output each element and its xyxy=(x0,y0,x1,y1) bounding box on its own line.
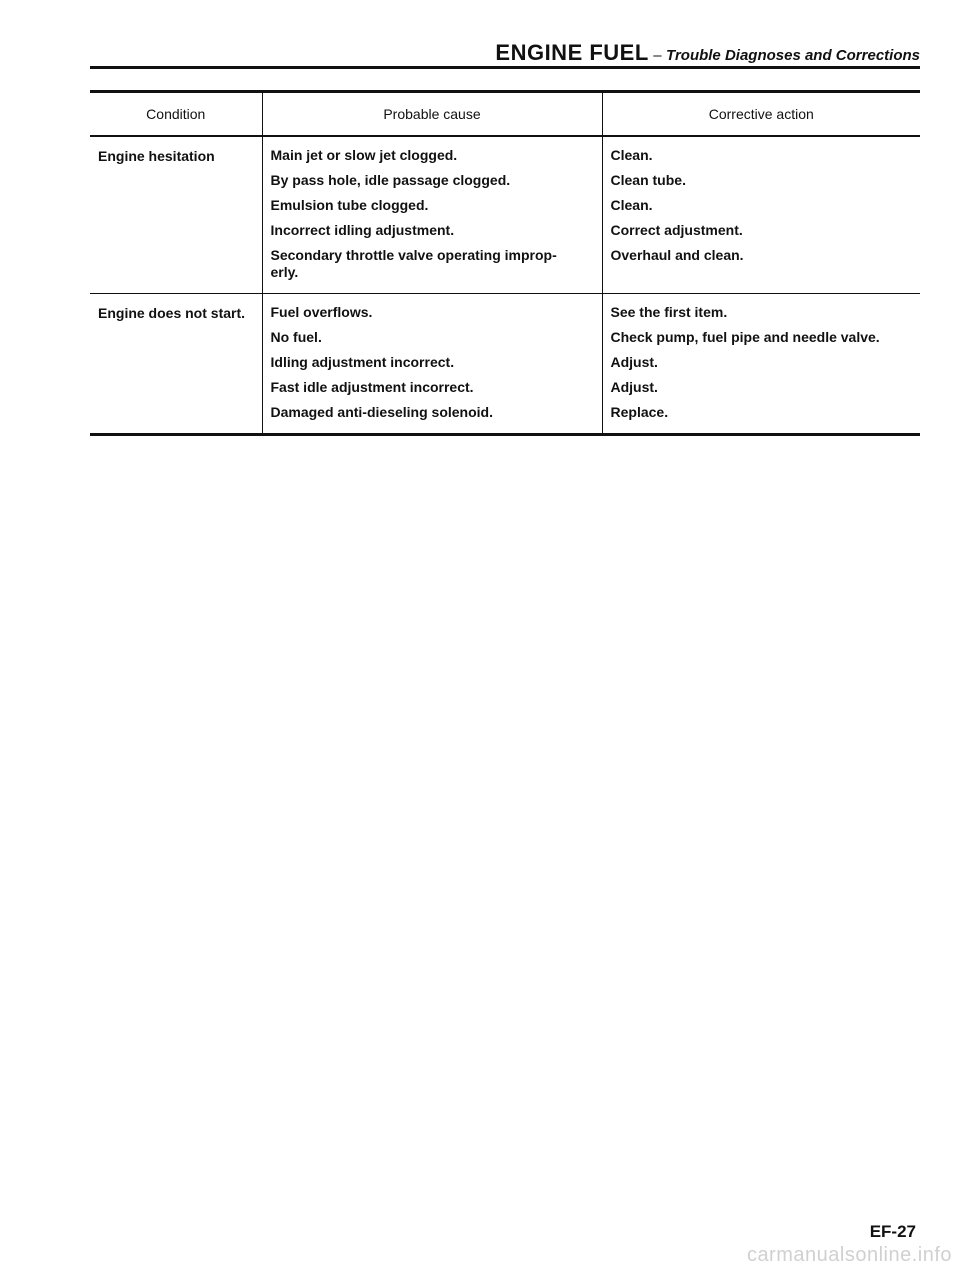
cause-item: Main jet or slow jet clogged. xyxy=(270,147,458,163)
section-subtitle: Trouble Diagnoses and Corrections xyxy=(666,47,920,64)
page-number: EF-27 xyxy=(869,1222,916,1241)
action-item: Overhaul and clean. xyxy=(610,247,744,263)
column-header-probable-cause: Probable cause xyxy=(262,92,602,137)
section-title: ENGINE FUEL xyxy=(495,40,649,65)
probable-cause-cell xyxy=(262,136,602,294)
cause-item: Emulsion tube clogged. xyxy=(270,197,429,213)
action-item: Replace. xyxy=(610,404,669,420)
cause-item: Secondary throttle valve operating improp-erly. xyxy=(270,247,557,280)
cause-item: Fast idle adjustment incorrect. xyxy=(270,379,474,395)
action-item: Clean. xyxy=(610,147,653,163)
cause-item: Fuel overflows. xyxy=(270,304,373,320)
corrective-action-cell xyxy=(602,294,920,435)
trouble-table xyxy=(90,90,920,436)
probable-cause-cell xyxy=(262,294,602,435)
action-item: Adjust. xyxy=(610,354,658,370)
cause-item: Incorrect idling adjustment. xyxy=(270,222,455,238)
column-header-condition: Condition xyxy=(90,92,262,137)
condition-cell: Engine does not start. xyxy=(90,294,262,435)
cause-item: By pass hole, idle passage clogged. xyxy=(270,172,511,188)
cause-item: Damaged anti-dieseling solenoid. xyxy=(270,404,493,420)
table-header-row xyxy=(90,92,920,137)
action-item: Adjust. xyxy=(610,379,658,395)
condition-cell: Engine hesitation xyxy=(98,148,215,164)
corrective-action-cell xyxy=(602,136,920,294)
table-row xyxy=(90,136,920,294)
header-rule xyxy=(90,66,920,69)
cause-item: Idling adjustment incorrect. xyxy=(270,354,455,370)
action-item: See the first item. xyxy=(610,304,728,320)
action-item: Clean tube. xyxy=(610,172,686,188)
table-row xyxy=(90,294,920,435)
action-item: Correct adjustment. xyxy=(610,222,743,238)
action-item: Clean. xyxy=(610,197,653,213)
cause-item: No fuel. xyxy=(270,329,322,345)
page-header xyxy=(90,40,920,66)
header-separator: – xyxy=(653,47,662,64)
column-header-corrective-action: Corrective action xyxy=(602,92,920,137)
action-item: Check pump, fuel pipe and needle valve. xyxy=(610,329,880,345)
watermark: carmanualsonline.info xyxy=(746,1244,952,1266)
